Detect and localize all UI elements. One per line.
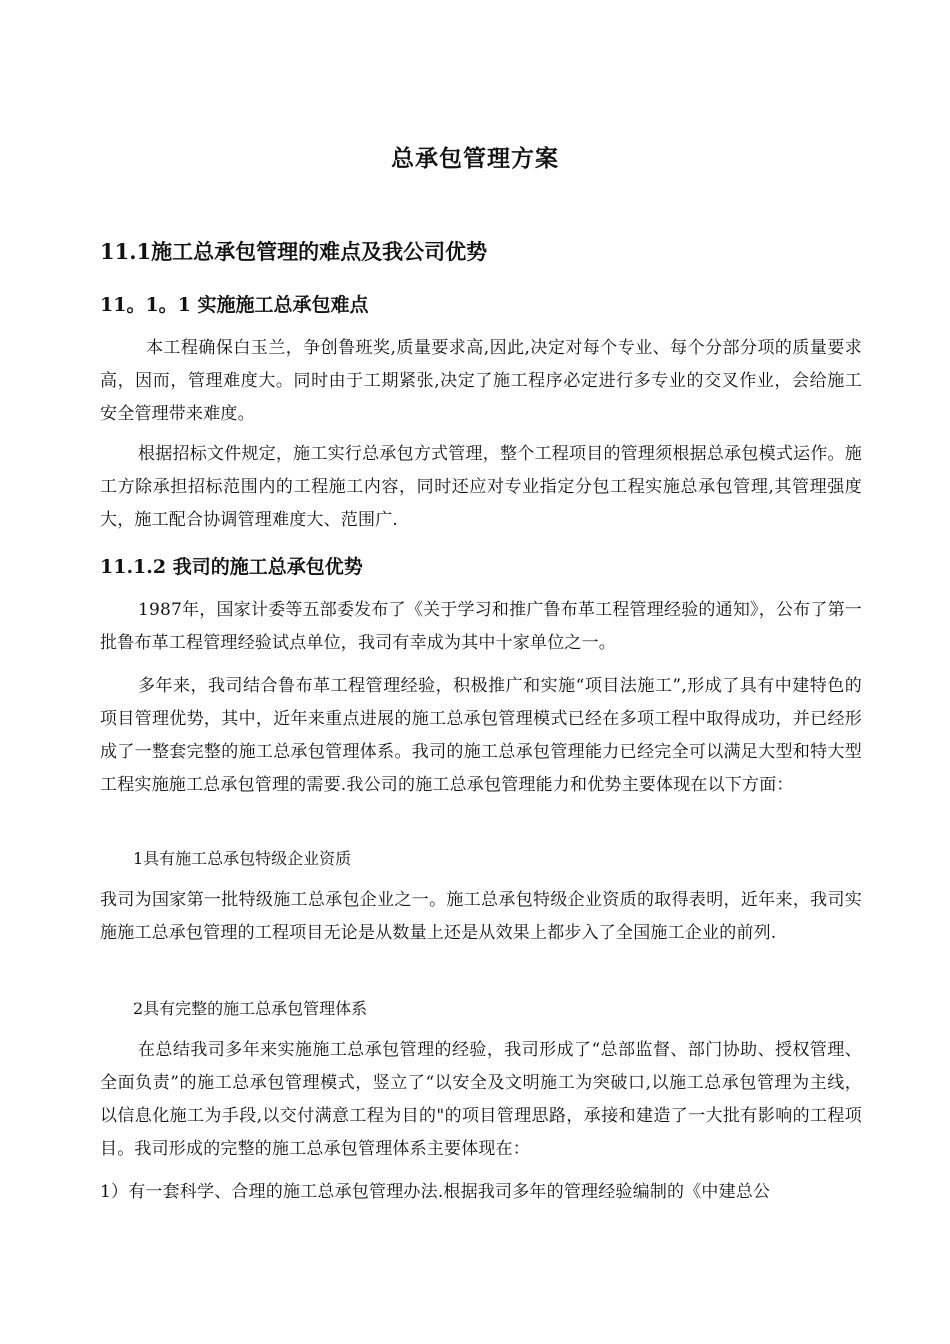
paragraph-management-system: 在总结我司多年来实施施工总承包管理的经验，我司形成了“总部监督、部门协助、授权管理、全面负责”的施工总承包管理模式，竖立了“以安全及文明施工为突破口,以施工总承包管理为主线，以信息化施工为手段,以交付满意工程为目的"的项目管理思路，承接和建造了一大批有影响的工程项目。我司形成的完整的施工总承包管理体系主要体现在：	[100, 1040, 862, 1159]
paragraph-advantages-2: 多年来，我司结合鲁布革工程管理经验，积极推广和实施“项目法施工”,形成了具有中建特色的项目管理优势，其中，近年来重点进展的施工总承包管理模式已经在多项工程中取得成功，并已经形成了一整套完整的施工总承包管理体系。我司的施工总承包管理能力已经完全可以满足大型和特大型工程实施施工总承包管理的需要.我公司的施工总承包管理能力和优势主要体现在以下方面：	[100, 676, 862, 795]
paragraph-advantages-1: 1987年，国家计委等五部委发布了《关于学习和推广鲁布革工程管理经验的通知》，公布了第一批鲁布革工程管理经验试点单位，我司有幸成为其中十家单位之一。	[100, 600, 862, 653]
section-heading: 11.1施工总承包管理的难点及我公司优势	[100, 239, 488, 264]
paragraph-difficulties-1: 本工程确保白玉兰，争创鲁班奖,质量要求高,因此,决定对每个专业、每个分部分项的质量要求高，因而，管理难度大。同时由于工期紧张,决定了施工程序必定进行多专业的交叉作业，会给施工安全管理带来难度。	[100, 338, 862, 424]
paragraph-qualification: 我司为国家第一批特级施工总承包企业之一。施工总承包特级企业资质的取得表明，近年来，我司实施施工总承包管理的工程项目无论是从数量上还是从效果上都步入了全国施工企业的前列.	[100, 890, 862, 943]
subsection-heading-advantages: 11.1.2 我司的施工总承包优势	[100, 556, 363, 578]
subsection-heading-difficulties: 11。1。1 实施施工总承包难点	[100, 294, 369, 316]
paragraph-difficulties-2: 根据招标文件规定，施工实行总承包方式管理，整个工程项目的管理须根据总承包模式运作。施工方除承担招标范围内的工程施工内容，同时还应对专业指定分包工程实施总承包管理,其管理强度大，施工配合协调管理难度大、范围广.	[100, 444, 862, 530]
document-title: 总承包管理方案	[391, 145, 559, 172]
paragraph-management-method: 1）有一套科学、合理的施工总承包管理办法.根据我司多年的管理经验编制的《中建总公	[100, 1182, 771, 1202]
list-item-management-system: 2具有完整的施工总承包管理体系	[133, 999, 368, 1018]
list-item-qualification: 1具有施工总承包特级企业资质	[133, 849, 352, 868]
